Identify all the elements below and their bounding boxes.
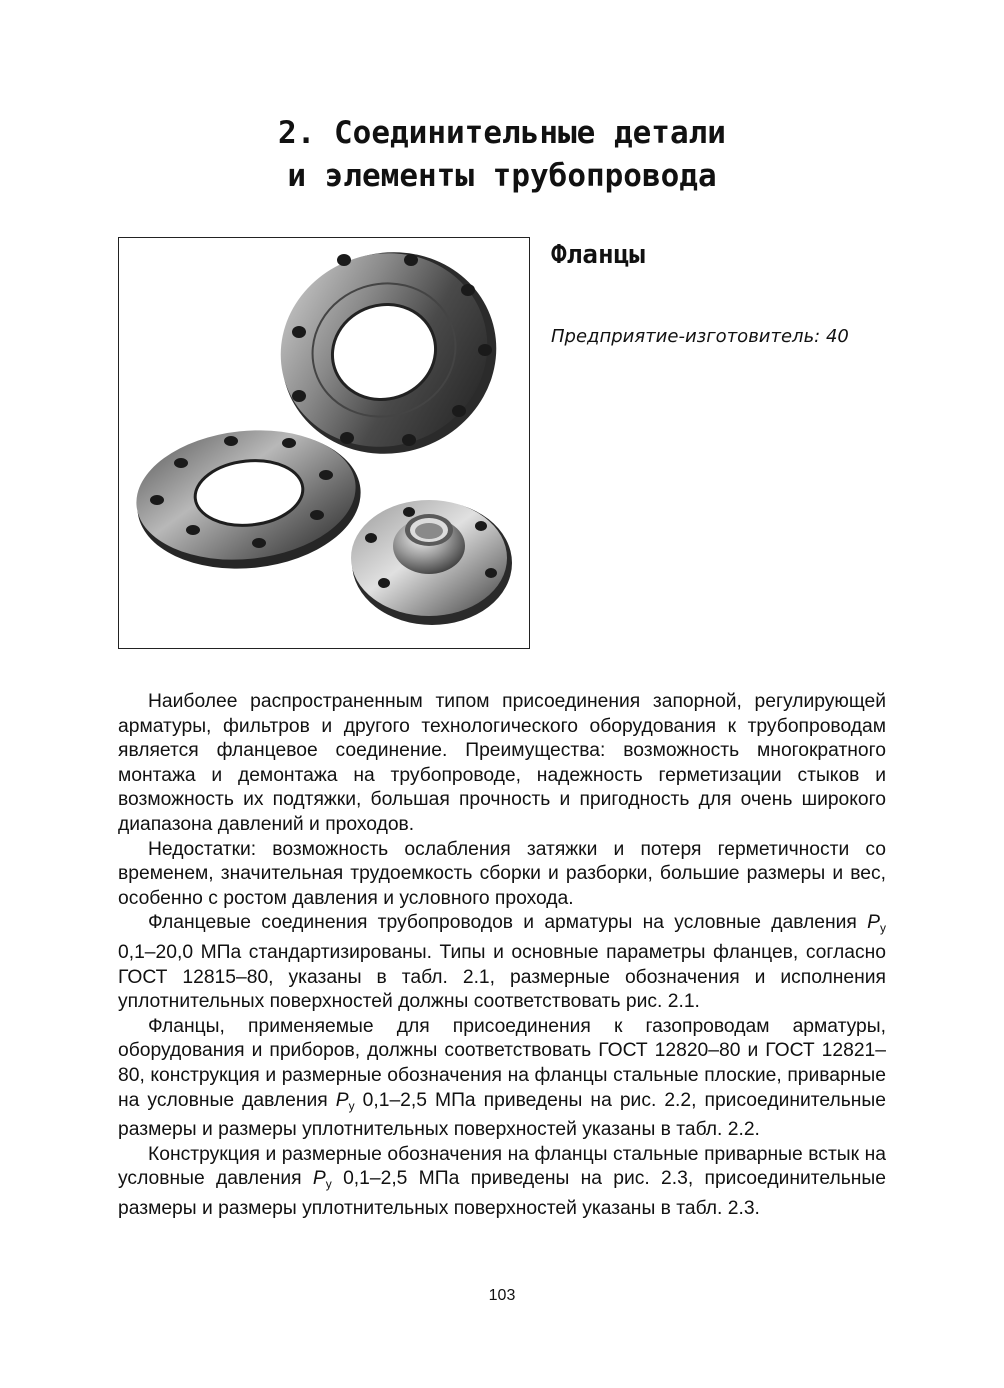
manufacturer-note: Предприятие-изготовитель: 40 [551, 326, 849, 347]
section-title: Фланцы [551, 240, 645, 270]
pressure-symbol: P [312, 1168, 326, 1190]
flanges-illustration [119, 238, 529, 648]
page-number: 103 [488, 1287, 516, 1304]
pressure-symbol: P [335, 1089, 349, 1111]
paragraph-standards: Фланцевые соединения трубопроводов и арматуры на условные давления $P_у$ 0,1–20,0 МПа стандартизированы. Типы и основные параметры фланцев, согласно ГОСТ 12815–80, указаны в табл. 2.1, размерные обозначения и исполнения уплотнительных поверхностей должны соответствовать рис. 2.1. [118, 912, 886, 1013]
paragraph-disadvantages: Недостатки: возможность ослабления затяжки и потеря герметичности со временем, значительная трудоемкость сборки и разборки, большие размеры и вес, особенно с ростом давления и условного прохода. [118, 838, 886, 909]
pressure-subscript: у [325, 1177, 332, 1192]
pressure-subscript: у [880, 921, 886, 936]
pressure-subscript: у [348, 1098, 355, 1113]
chapter-title-line-1: 2. Соединительные детали [278, 115, 726, 151]
paragraph-advantages: Наиболее распространенным типом присоединения запорной, регулирующей арматуры, фильтров и другого технологического оборудования к трубопроводам является фланцевое соединение. Преимущества: возможность многократного монтажа и демонтажа на трубопроводе, надежность герметизации стыков и возможность их подтяжки, большая прочность и пригодность для очень широкого диапазона давлений и проходов. [118, 691, 886, 835]
paragraph-weld-neck: Конструкция и размерные обозначения на фланцы стальные приварные встык на условные давления $P_у$ 0,1–2,5 МПа приведены на рис. 2.3, присоединительные размеры и размеры уплотнительных поверхностей указаны в табл. 2.3. [118, 1143, 886, 1219]
chapter-title-line-2: и элементы трубопровода [287, 158, 717, 194]
body-text [118, 690, 886, 1221]
weld-neck-flange [351, 500, 512, 625]
paragraph-gas-flanges: Фланцы, применяемые для присоединения к газопроводам арматуры, оборудования и приборов, должны соответствовать ГОСТ 12820–80 и ГОСТ 12821–80, конструкция и размерные обозначения на фланцы стальные плоские, приварные на условные давления $P_у$ 0,1–2,5 МПа приведены на рис. 2.2, присоединительные размеры и размеры уплотнительных поверхностей указаны в табл. 2.2. [118, 1015, 886, 1141]
chapter-title [0, 112, 1004, 198]
medium-flange [130, 420, 368, 579]
flanges-photo [118, 237, 530, 649]
pressure-symbol: P [867, 912, 880, 934]
